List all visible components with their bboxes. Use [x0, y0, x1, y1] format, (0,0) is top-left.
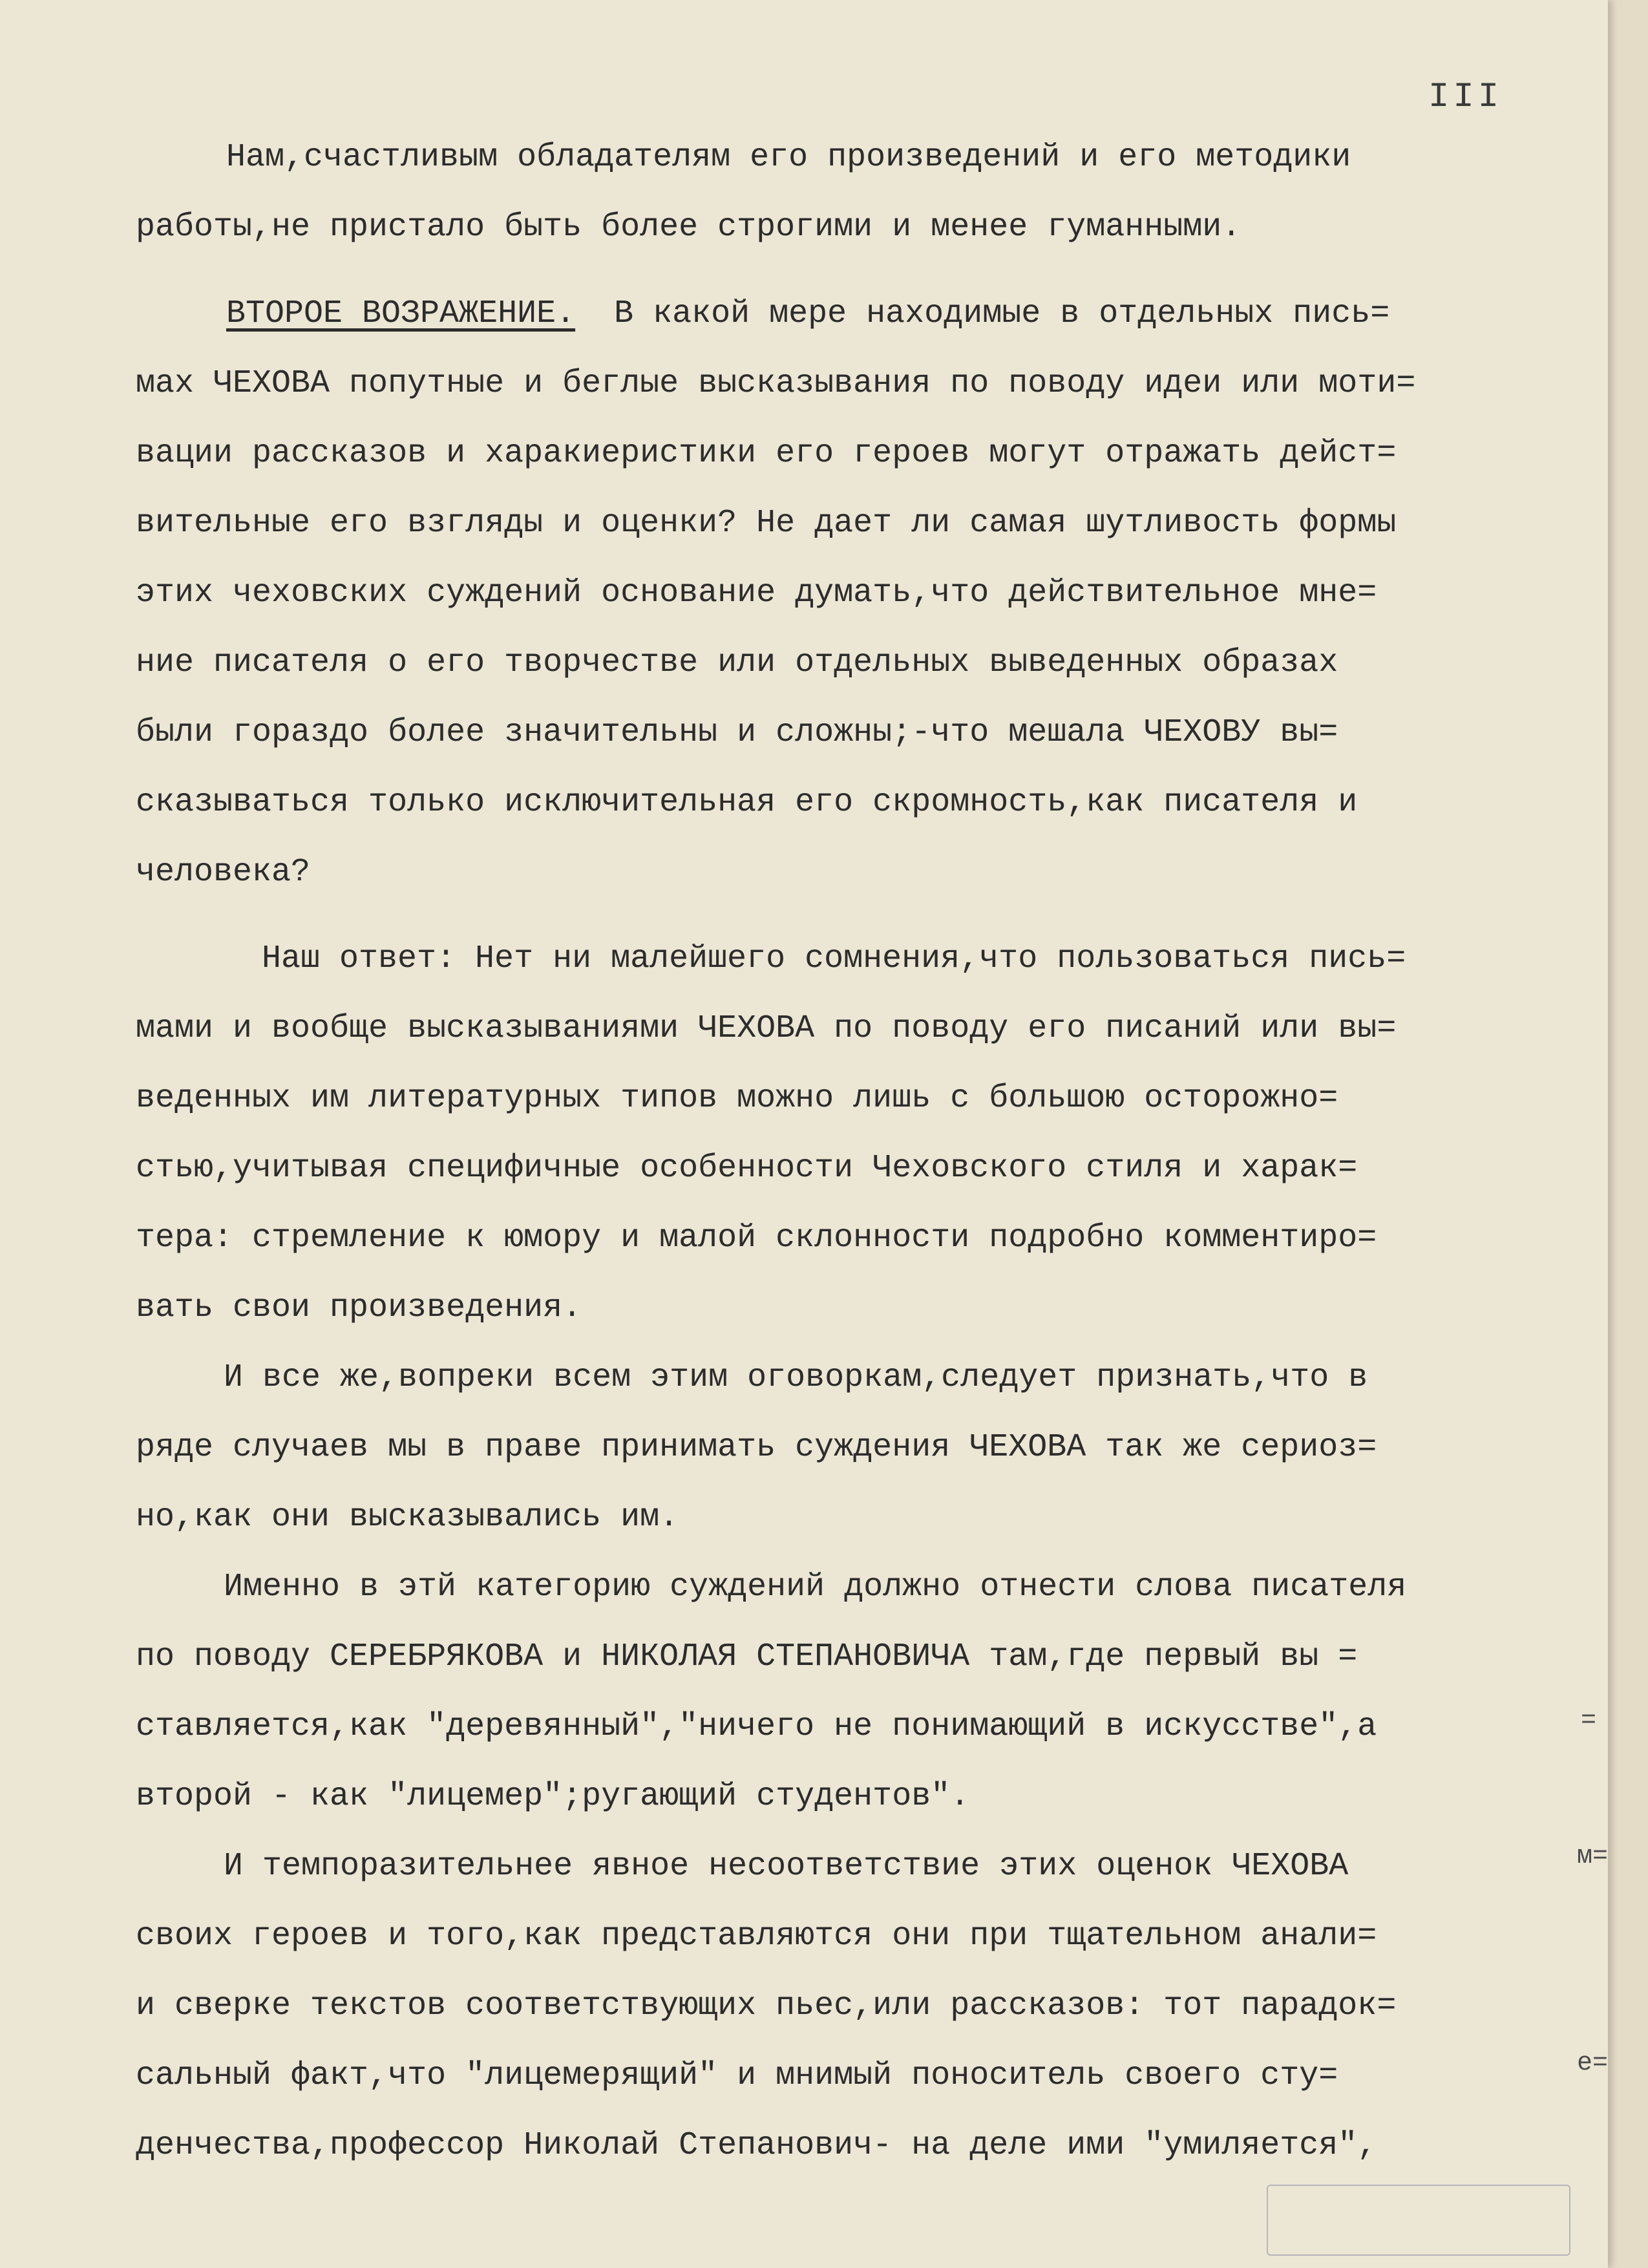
text-line: тера: стремление к юмору и малой склонности подробно комментиро= — [136, 1220, 1377, 1256]
text-line: вительные его взгляды и оценки? Не дает ли самая шутливость формы — [136, 505, 1397, 542]
text-line: ние писателя о его творчестве или отдельных выведенных образах — [136, 644, 1338, 681]
text-line: но,как они высказывались им. — [136, 1499, 679, 1536]
text-line: денчества,профессор Николай Степанович- на деле ими "умиляется", — [136, 2127, 1377, 2164]
text-line: работы,не пристало быть более строгими и менее гуманными. — [136, 209, 1241, 246]
margin-mark: м= — [1577, 1842, 1609, 1871]
text-line: мами и вообще высказываниями ЧЕХОВА по поводу его писаний или вы= — [136, 1010, 1397, 1047]
text-line: второй - как "лицемер";ругающий студентов". — [136, 1778, 970, 1815]
text-line-with-heading — [136, 279, 1577, 349]
text-line: веденных им литературных типов можно лишь с большою осторожно= — [136, 1080, 1338, 1117]
text-line-rest: В какой мере находимые в отдельных пись= — [575, 295, 1390, 332]
archive-stamp — [1267, 2185, 1570, 2256]
margin-mark: е= — [1577, 2049, 1609, 2078]
margin-mark: = — [1581, 1706, 1597, 1735]
text-line: вать свои произведения. — [136, 1289, 582, 1326]
text-line: Именно в этй категорию суждений должно отнести слова писателя — [224, 1569, 1407, 1606]
text-line: этих чеховских суждений основание думать,что действительное мне= — [136, 575, 1377, 611]
text-line: И все же,вопреки всем этим оговоркам,следует признать,что в — [224, 1359, 1368, 1396]
text-line: сказываться только исключительная его скромность,как писателя и — [136, 784, 1358, 821]
text-line: ряде случаев мы в праве принимать суждения ЧЕХОВА так же сериоз= — [136, 1429, 1377, 1466]
text-line: мах ЧЕХОВА попутные и беглые высказывания по поводу идеи или моти= — [136, 365, 1416, 402]
text-line: человека? — [136, 854, 311, 891]
text-line: ставляется,как "деревянный","ничего не понимающий в искусстве",а — [136, 1708, 1377, 1745]
text-line: И темпоразительнее явное несоответствие этих оценок ЧЕХОВА — [224, 1848, 1349, 1885]
text-line: сальный факт,что "лицемерящий" и мнимый поноситель своего сту= — [136, 2057, 1338, 2094]
text-line: были гораздо более значительны и сложны;-что мешала ЧЕХОВУ вы= — [136, 714, 1338, 751]
text-line: вации рассказов и харакиеристики его героев могут отражать дейст= — [136, 435, 1397, 472]
text-line: своих героев и того,как представляются они при тщательном анали= — [136, 1918, 1377, 1955]
section-heading: ВТОРОЕ ВОЗРАЖЕНИЕ. — [226, 295, 576, 332]
page-body — [136, 123, 1577, 2181]
text-line: Наш ответ: Нет ни малейшего сомнения,что пользоваться пись= — [262, 940, 1406, 977]
page-number: III — [1428, 78, 1503, 117]
text-line: по поводу СЕРЕБРЯКОВА и НИКОЛАЯ СТЕПАНОВИЧА там,где первый вы = — [136, 1638, 1358, 1675]
text-line: стью,учитывая специфичные особенности Чеховского стиля и харак= — [136, 1150, 1358, 1187]
text-line: и сверке текстов соответствующих пьес,или рассказов: тот парадок= — [136, 1987, 1397, 2024]
text-line: Нам,счастливым обладателям его произведений и его методики — [226, 139, 1351, 176]
